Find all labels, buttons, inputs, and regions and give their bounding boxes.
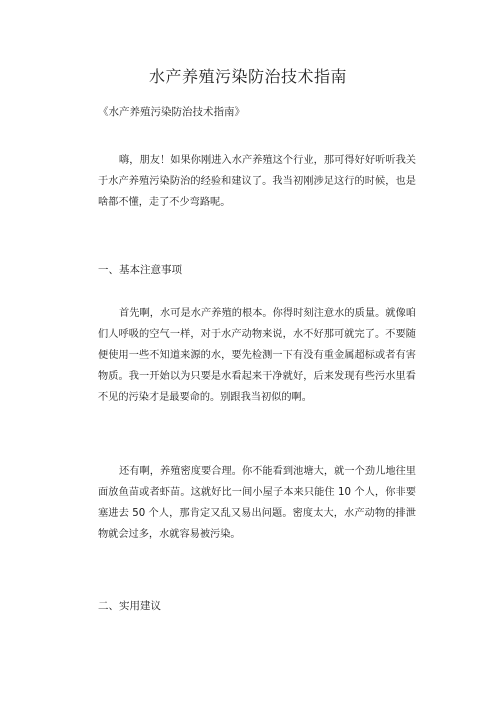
document-title: 水产养殖污染防治技术指南 xyxy=(148,67,347,86)
basics-density-text: 还有啊，养殖密度要合理。你不能看到池塘大，就一个劲儿地往里面放鱼苗或者虾苗。这就好比一间小屋子本来只能住 10 个人，你非要塞进去 50 个人，那肯定又乱又易出问题。密度太大，水产动物的排泄物就会过多，水就容易被污染。 xyxy=(98,466,416,540)
intro-text: 嗨，朋友！如果你刚进入水产养殖这个行业，那可得好好听听我关于水产养殖污染防治的经验和建议了。我当初刚涉足这行的时候，也是啥都不懂，走了不少弯路呢。 xyxy=(98,155,416,208)
basics-paragraph-density xyxy=(98,461,416,545)
basics-water-text: 首先啊，水可是水产养殖的根本。你得时刻注意水的质量。就像咱们人呼吸的空气一样，对于水产动物来说，水不好那可就完了。不要随便使用一些不知道来源的水，要先检测一下有没有重金属超标或者有害物质。我一开始以为只要是水看起来干净就好，后来发现有些污水里看不见的污染才是最要命的。别跟我当初似的啊。 xyxy=(98,308,416,403)
section-heading-advice: 二、实用建议 xyxy=(98,600,161,612)
section-heading-basics: 一、基本注意事项 xyxy=(98,264,182,276)
basics-paragraph-water xyxy=(98,303,416,408)
intro-paragraph xyxy=(98,150,416,213)
document-subtitle: 《水产养殖污染防治技术指南》 xyxy=(98,106,245,118)
